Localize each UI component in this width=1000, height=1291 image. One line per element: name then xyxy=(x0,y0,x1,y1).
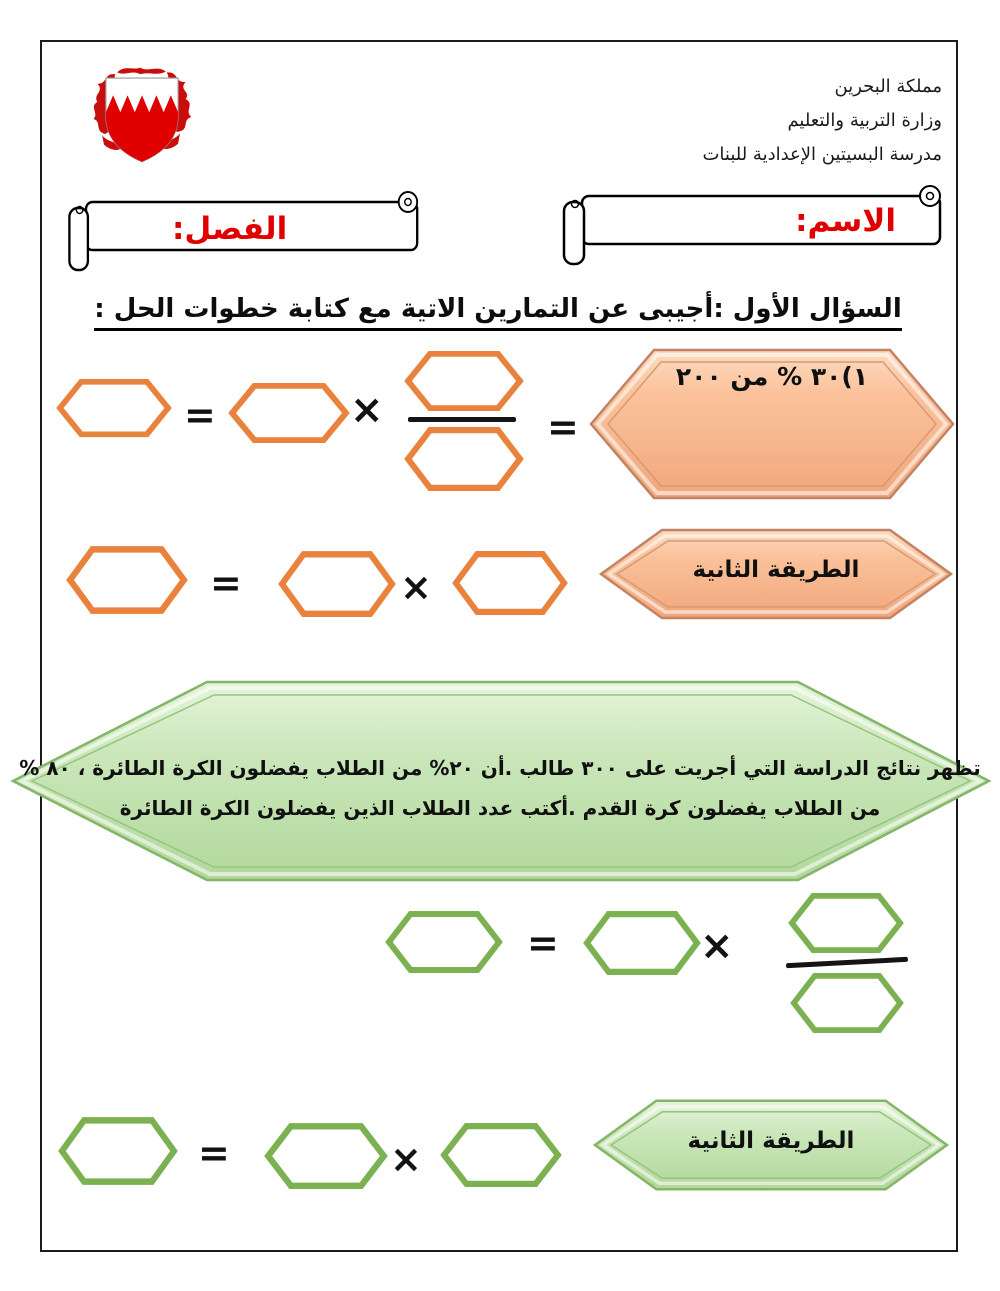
q2-m2-factor1-hexagon[interactable] xyxy=(264,1122,388,1190)
class-field-label: الفصل: xyxy=(172,211,288,247)
q2-method2-label: الطريقة الثانية xyxy=(687,1128,855,1154)
q1-m1-result-hexagon[interactable] xyxy=(56,378,172,438)
q2-method2-banner xyxy=(592,1096,950,1194)
q1-m1-equals-right: = xyxy=(547,405,579,449)
q1-method2-label: الطريقة الثانية xyxy=(692,557,860,583)
q1-m2-factor2-hexagon[interactable] xyxy=(452,550,568,616)
q2-m1-denominator-hexagon[interactable] xyxy=(790,972,904,1034)
q1-m1-equals-left: = xyxy=(184,393,216,437)
name-field-label: الاسم: xyxy=(795,203,896,239)
question1-prompt-hexagon xyxy=(588,346,956,502)
q2-m2-result-hexagon[interactable] xyxy=(58,1116,178,1186)
q2-m2-times: × xyxy=(390,1137,422,1181)
q1-m1-denominator-hexagon[interactable] xyxy=(404,426,524,492)
q2-m2-equals: = xyxy=(198,1131,230,1175)
q2-m1-result-hexagon[interactable] xyxy=(385,910,503,974)
q1-m2-factor1-hexagon[interactable] xyxy=(278,550,396,618)
header-ministry: وزارة التربية والتعليم xyxy=(787,110,942,131)
q1-m2-result-hexagon[interactable] xyxy=(66,545,188,615)
ministry-header xyxy=(420,70,942,172)
q2-m1-numerator-hexagon[interactable] xyxy=(788,892,904,954)
q1-m1-numerator-hexagon[interactable] xyxy=(404,350,524,412)
name-scroll[interactable] xyxy=(556,182,956,274)
q2-m2-factor2-hexagon[interactable] xyxy=(440,1122,562,1188)
question2-prompt-text: تظهر نتائج الدراسة التي أجريت على ٣٠٠ طالب .أن ٢٠% من الطلاب يفضلون الكرة الطائرة ، ٨٠ % من الطلاب يفضلون كرة القدم .أكتب عدد الطلاب الذين يفضلون الكرة الطائرة xyxy=(19,756,981,820)
q1-m1-fraction-bar xyxy=(408,417,516,422)
class-scroll[interactable] xyxy=(62,188,432,280)
name-scroll-shape xyxy=(556,182,956,274)
header-country: مملكة البحرين xyxy=(834,76,942,97)
worksheet-title xyxy=(44,294,952,331)
bahrain-emblem-icon xyxy=(85,60,199,176)
q1-m1-factor-hexagon[interactable] xyxy=(228,382,350,444)
question1-prompt-text: ١)٣٠ % من ٢٠٠ xyxy=(675,362,869,391)
q1-m1-times: × xyxy=(350,387,384,433)
q1-m2-times: × xyxy=(400,565,432,609)
q1-method2-banner xyxy=(598,526,954,622)
bahrain-emblem-svg xyxy=(85,60,199,176)
q2-m1-factor-hexagon[interactable] xyxy=(583,910,701,976)
q2-m1-equals: = xyxy=(527,921,559,965)
worksheet-title-text: السؤال الأول :أجيبى عن التمارين الاتية مع كتابة خطوات الحل : xyxy=(94,294,902,331)
header-school: مدرسة البسيتين الإعدادية للبنات xyxy=(702,144,942,165)
q1-m2-equals: = xyxy=(210,561,242,605)
q2-m1-times: × xyxy=(700,923,734,969)
